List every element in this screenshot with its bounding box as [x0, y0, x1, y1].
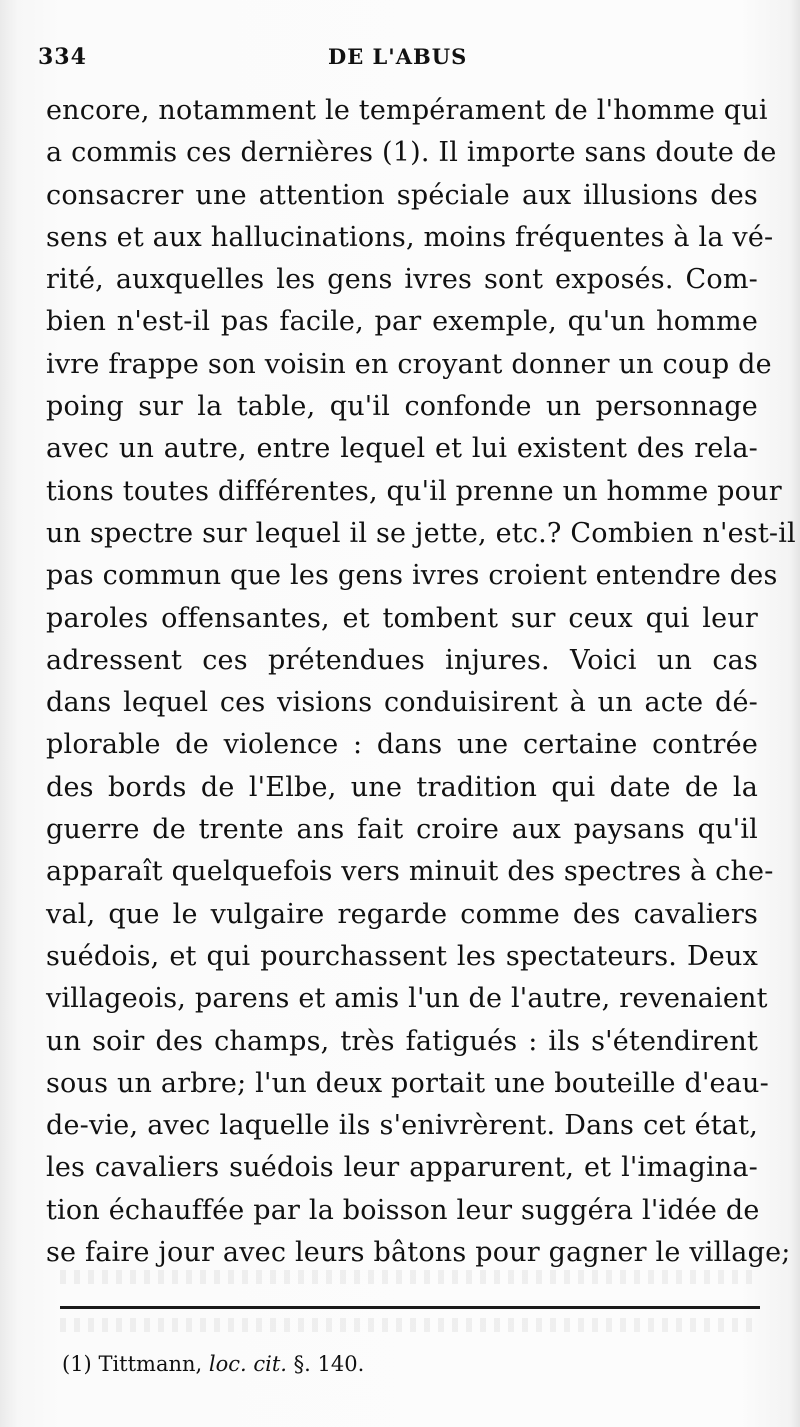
text-line: consacrer une attention spéciale aux illusions des	[46, 179, 758, 211]
text-line: suédois, et qui pourchassent les spectateurs. Deux	[46, 940, 758, 972]
text-line: tions toutes différentes, qu'il prenne un homme pour	[46, 475, 782, 507]
text-line: rité, auxquelles les gens ivres sont exposés. Com-	[46, 264, 758, 296]
text-line: sous un arbre; l'un deux portait une bouteille d'eau-	[46, 1067, 769, 1099]
footnote-marker: (1)	[62, 1352, 92, 1376]
footnote	[62, 1352, 364, 1376]
text-line: poing sur la table, qu'il confonde un personnage	[46, 391, 758, 423]
text-line: adressent ces prétendues injures. Voici un cas	[46, 644, 758, 676]
show-through-texture	[60, 1318, 760, 1332]
body-text	[46, 90, 796, 1274]
text-line: un spectre sur lequel il se jette, etc.? Combien n'est-il	[46, 517, 796, 549]
text-line: val, que le vulgaire regarde comme des cavaliers	[46, 898, 758, 930]
text-line: plorable de violence : dans une certaine contrée	[46, 729, 758, 761]
footnote-author: Tittmann,	[98, 1352, 203, 1376]
text-line: a commis ces dernières (1). Il importe sans doute de	[46, 137, 777, 169]
text-line: de-vie, avec laquelle ils s'enivrèrent. Dans cet état,	[46, 1110, 758, 1142]
text-line: paroles offensantes, et tombent sur ceux qui leur	[46, 602, 758, 634]
text-line: des bords de l'Elbe, une tradition qui date de la	[46, 771, 758, 803]
running-title: DE L'ABUS	[328, 44, 468, 69]
text-line: sens et aux hallucinations, moins fréquentes à la vé-	[46, 221, 774, 253]
text-line: bien n'est-il pas facile, par exemple, qu'un homme	[46, 306, 758, 338]
footnote-rule	[60, 1306, 760, 1309]
text-line: tion échauffée par la boisson leur suggéra l'idée de	[46, 1194, 760, 1226]
text-line: guerre de trente ans fait croire aux paysans qu'il	[46, 814, 758, 846]
text-line: pas commun que les gens ivres croient entendre des	[46, 560, 778, 592]
text-line: un soir des champs, très fatigués : ils s'étendirent	[46, 1025, 758, 1057]
text-line: avec un autre, entre lequel et lui existent des rela-	[46, 433, 758, 465]
text-line: dans lequel ces visions conduisirent à un acte dé-	[46, 687, 758, 719]
text-line: les cavaliers suédois leur apparurent, et l'imagina-	[46, 1152, 758, 1184]
text-line: se faire jour avec leurs bâtons pour gagner le village;	[46, 1237, 791, 1269]
text-line: ivre frappe son voisin en croyant donner un coup de	[46, 348, 772, 380]
page-header	[38, 44, 758, 74]
footnote-section: §. 140.	[293, 1352, 365, 1376]
text-line: apparaît quelquefois vers minuit des spectres à che-	[46, 856, 774, 888]
footnote-reference: loc. cit.	[208, 1352, 287, 1376]
text-line: encore, notamment le tempérament de l'homme qui	[46, 95, 768, 126]
text-line: villageois, parens et amis l'un de l'autre, revenaient	[46, 983, 768, 1015]
show-through-texture	[60, 1270, 760, 1284]
page-number: 334	[38, 44, 87, 70]
